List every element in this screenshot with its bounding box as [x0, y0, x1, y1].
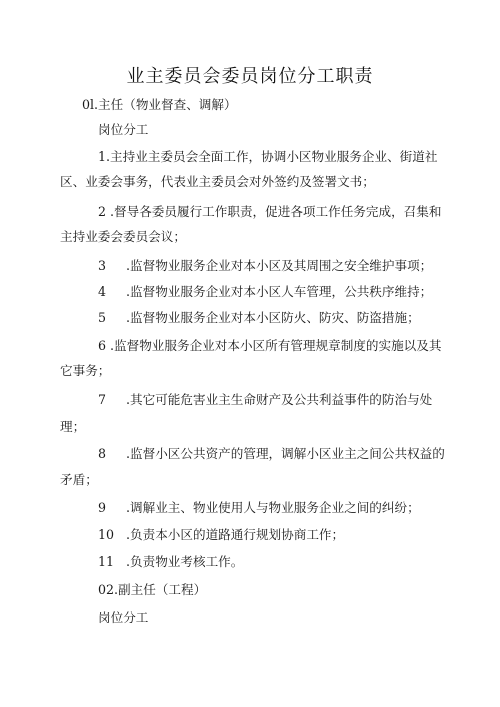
item-5-number: 5 [98, 310, 107, 325]
item-7-line-1 [98, 392, 432, 408]
item-1-line-2: 区、业委会事务，代表业主委员会对外签约及签署文书； [60, 174, 375, 189]
item-2-line-2: 主持业委会委员会议； [60, 229, 186, 244]
item-8-line-2: 矛盾； [60, 472, 98, 487]
item-4-number: 4 [98, 284, 107, 299]
section-heading-director: 0l.主任（物业督查、调解） [82, 97, 237, 112]
item-4 [98, 284, 432, 300]
item-8-text: .监督小区公共资产的管理，调解小区业主之间公共权益的 [126, 446, 445, 461]
item-9-text: .调解业主、物业使用人与物业服务企业之间的纠纷； [126, 500, 420, 515]
item-4-text: .监督物业服务企业对本小区人车管理，公共秩序维持； [126, 284, 433, 299]
item-2-line-1: 2 .督导各委员履行工作职责，促进各项工作任务完成，召集和 [98, 204, 442, 219]
item-11 [98, 554, 243, 570]
item-11-number: 11 [98, 554, 115, 569]
item-8-line-1 [98, 446, 445, 462]
item-10-number: 10 [98, 527, 115, 542]
item-9 [98, 500, 420, 516]
item-6-line-1: 6 .监督物业服务企业对本小区所有管理规章制度的实施以及其 [98, 338, 442, 353]
item-8-number: 8 [98, 446, 107, 461]
section-heading-deputy-director: 02.副主任（工程） [98, 582, 207, 597]
section-subheading-duties: 岗位分工 [98, 122, 149, 137]
item-7-text: .其它可能危害业主生命财产及公共利益事件的防治与处 [126, 392, 433, 407]
item-3 [98, 258, 432, 274]
item-1-line-1: 1.主持业主委员会全面工作，协调小区物业服务企业、街道社 [98, 149, 438, 164]
section-subheading-duties-2: 岗位分工 [98, 610, 149, 625]
item-5 [98, 310, 420, 326]
document-title: 业主委员会委员岗位分工职责 [126, 66, 374, 87]
item-7-number: 7 [98, 392, 107, 407]
item-3-number: 3 [98, 258, 107, 273]
item-10-text: .负责本小区的道路通行规划协商工作； [126, 527, 345, 542]
item-10 [98, 527, 344, 543]
item-3-text: .监督物业服务企业对本小区及其周围之安全维护事项； [126, 258, 433, 273]
item-11-text: .负责物业考核工作。 [126, 554, 244, 569]
item-7-line-2: 理； [60, 419, 86, 434]
item-9-number: 9 [98, 500, 107, 515]
item-5-text: .监督物业服务企业对本小区防火、防灾、防盗措施； [126, 310, 420, 325]
item-6-line-2: 它事务； [60, 363, 111, 378]
